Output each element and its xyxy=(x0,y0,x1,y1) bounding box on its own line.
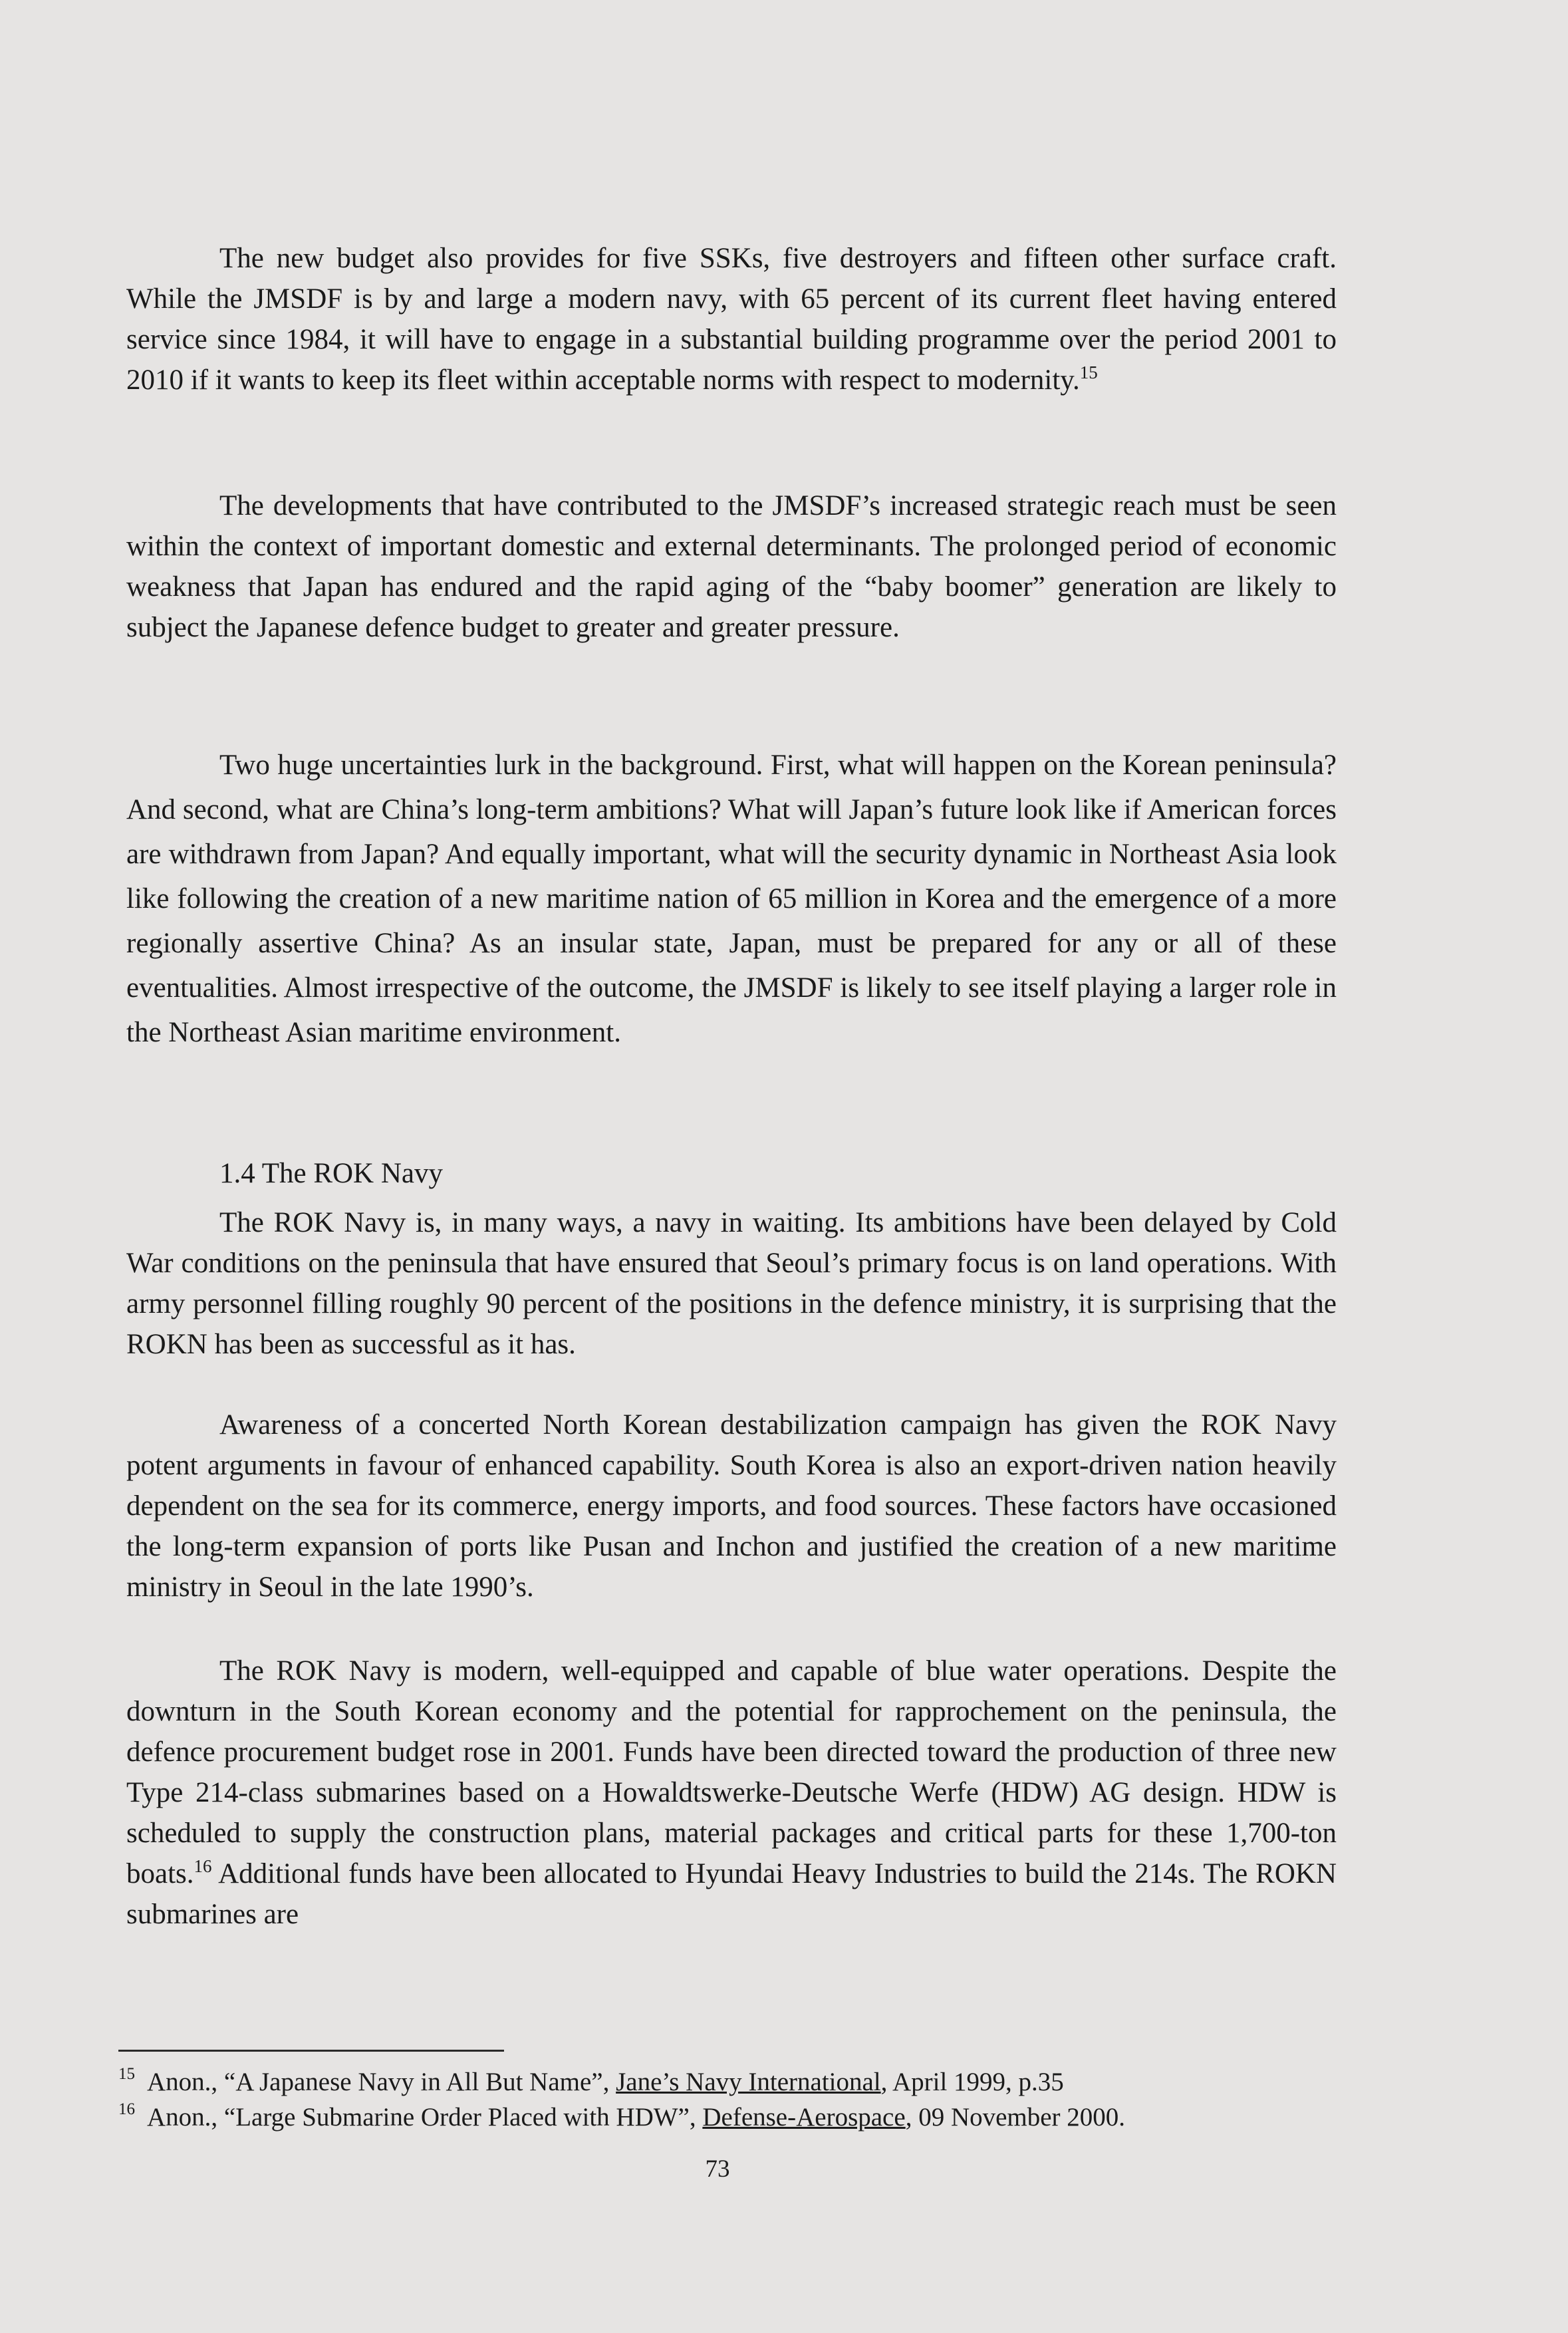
body-paragraph: Two huge uncertainties lurk in the background. First, what will happen on the Korean peninsula? And second, what are China’s long-term ambitions? What will Japan’s future look like if American forces are withdrawn from Japan? And equally important, what will the security dynamic in Northeast Asia look like following the creation of a new maritime nation of 65 million in Korea and the emergence of a more regionally assertive China? As an insular state, Japan, must be prepared for any or all of these eventualities. Almost irrespective of the outcome, the JMSDF is likely to see itself playing a larger role in the Northeast Asian maritime environment. xyxy=(126,750,1337,1048)
body-paragraph: The developments that have contributed to the JMSDF’s increased strategic reach must be seen within the context of important domestic and external determinants. The prolonged period of economic weakness that Japan has endured and the rapid aging of the “baby boomer” generation are likely to subject the Japanese defence budget to greater and greater pressure. xyxy=(126,490,1337,643)
footnote-source: Jane’s Navy International xyxy=(616,2068,881,2096)
body-paragraph: Awareness of a concerted North Korean destabilization campaign has given the ROK Navy potent arguments in favour of enhanced capability. South Korea is also an export-driven nation heavily dependent on the sea for its commerce, energy imports, and food sources. These factors have occasioned the long-term expansion of ports like Pusan and Inchon and justified the creation of a new maritime ministry in Seoul in the late 1990’s. xyxy=(126,1409,1337,1603)
footnote: $^{16}$ Anon., “Large Submarine Order Placed with HDW”, Defense-Aerospace, 09 November 2000. xyxy=(118,2100,1126,2131)
body-paragraph: The new budget also provides for five SSKs, five destroyers and fifteen other surface craft. While the JMSDF is by and large a modern navy, with 65 percent of its current fleet having entered service since 1984, it will have to engage in a substantial building programme over the period 2001 to 2010 if it wants to keep its fleet within acceptable norms with respect to modernity.$^{15}$ xyxy=(126,243,1337,396)
footnote-separator xyxy=(118,2050,504,2052)
footnote-reference: 15 xyxy=(1079,362,1098,382)
section-heading: 1.4 The ROK Navy xyxy=(219,1158,444,1189)
footnote-number: 15 xyxy=(118,2065,135,2083)
page-number: 73 xyxy=(705,2155,730,2183)
footnote-reference: 16 xyxy=(194,1856,212,1876)
body-paragraph: The ROK Navy is, in many ways, a navy in waiting. Its ambitions have been delayed by Cold War conditions on the peninsula that have ensured that Seoul’s primary focus is on land operations. With army personnel filling roughly 90 percent of the positions in the defence ministry, it is surprising that the ROKN has been as successful as it has. xyxy=(126,1207,1337,1360)
body-paragraph: The ROK Navy is modern, well-equipped and capable of blue water operations. Despite the downturn in the South Korean economy and the potential for rapprochement on the peninsula, the defence procurement budget rose in 2001. Funds have been directed toward the production of three new Type 214-class submarines based on a Howaldtswerke-Deutsche Werfe (HDW) AG design. HDW is scheduled to supply the construction plans, material packages and critical parts for these 1,700-ton boats.$^{16}$ Additional funds have been allocated to Hyundai Heavy Industries to build the 214s. The ROKN submarines are xyxy=(126,1655,1337,1930)
footnote-source: Defense-Aerospace xyxy=(702,2103,906,2131)
footnote-number: 16 xyxy=(118,2100,135,2118)
footnote: $^{15}$ Anon., “A Japanese Navy in All But Name”, Jane’s Navy International, April 1999, p.35 xyxy=(118,2065,1064,2096)
